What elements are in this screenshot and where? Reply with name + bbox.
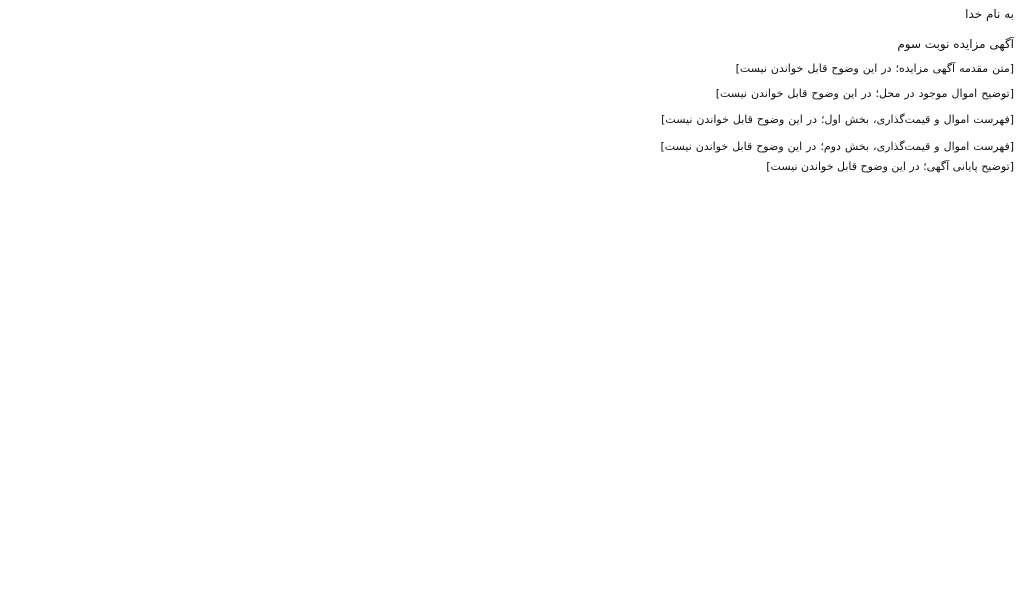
intro-paragraph: [متن مقدمه آگهی مزایده؛ در این وضوح قابل خواندن نیست]: [735, 62, 1014, 75]
opening-line: به نام خدا: [965, 7, 1014, 21]
closing-note: [توضیح پایانی آگهی؛ در این وضوح قابل خواندن نیست]: [766, 160, 1014, 174]
assets-list-part1: [فهرست اموال و قیمت‌گذاری، بخش اول؛ در این وضوح قابل خواندن نیست]: [661, 113, 1014, 127]
assets-list-part2: [فهرست اموال و قیمت‌گذاری، بخش دوم؛ در این وضوح قابل خواندن نیست]: [660, 139, 1014, 153]
notice-title: آگهی مزایده نوبت سوم: [897, 37, 1014, 51]
assets-intro-paragraph: [توضیح اموال موجود در محل؛ در این وضوح قابل خواندن نیست]: [715, 86, 1014, 100]
